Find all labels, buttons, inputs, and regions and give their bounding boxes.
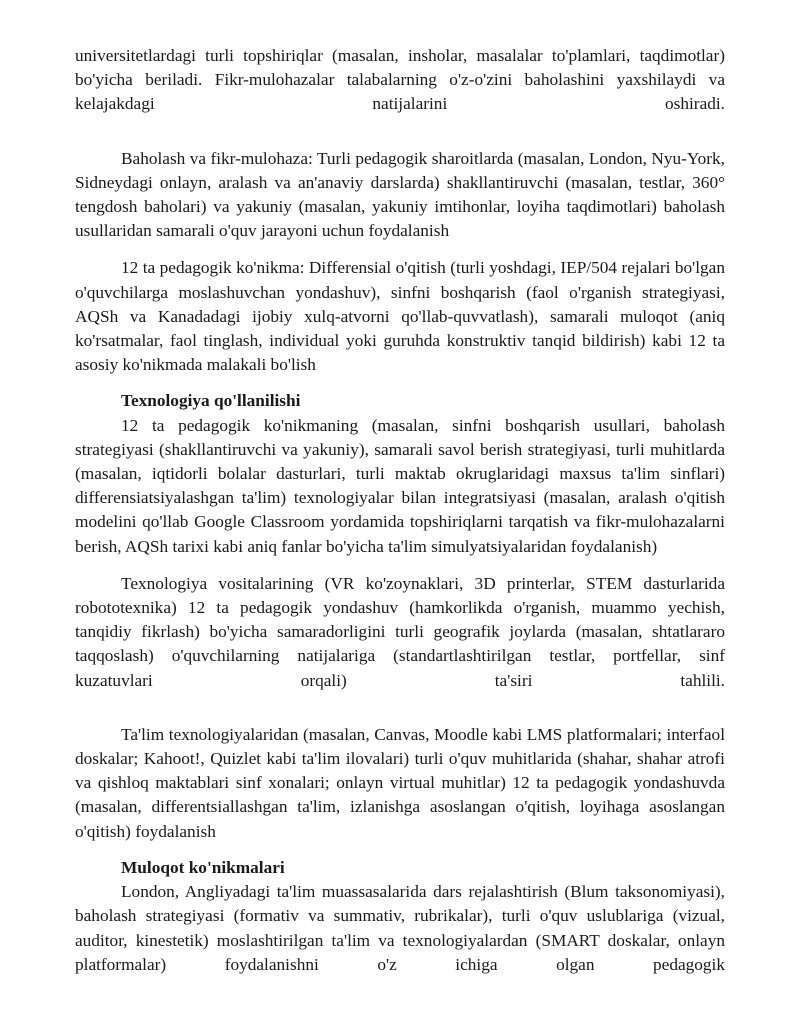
heading-technology-use: Texnologiya qo'llanilishi	[121, 391, 301, 411]
paragraph-continuation: universitetlardagi turli topshiriqlar (masalan, insholar, masalalar to'plamlari, taqdimotlar) bo'yicha beriladi. Fikr-mulohazalar talabalarning o'z-o'zini baholashini yaxshilaydi va kelajakdagi natijalarini oshiradi.	[75, 46, 725, 114]
paragraph-edtech-usage: Ta'lim texnologiyalaridan (masalan, Canvas, Moodle kabi LMS platformalari; interfaol doskalar; Kahoot!, Quizlet kabi ta'lim ilovalari) turli o'quv muhitlarida (shahar, shahar atrofi va qishloq maktablari sinf xonalari; onlayn virtual muhitlar) 12 ta pedagogik yondashuvda (masalan, differentsiallashgan ta'lim, izlanishga asoslangan o'qitish, loyihaga asoslangan o'qitish) foydalanish	[75, 724, 725, 841]
paragraph-london-institutions: London, Angliyadagi ta'lim muassasalarida dars rejalashtirish (Blum taksonomiyasi), baholash strategiyasi (formativ va summativ, rubrikalar), turli o'quv uslublariga (vizual, auditor, kinestetik) moslashtirilgan ta'lim va texnologiyalardan (SMART doskalar, onlayn platformalar) foydalanishni o'z ichiga olgan pedagogik	[75, 882, 725, 974]
paragraph-pedagogical-skills: 12 ta pedagogik ko'nikma: Differensial o'qitish (turli yoshdagi, IEP/504 rejalari bo'lgan o'quvchilarga moslashuvchan yondashuv), sinfni boshqarish (faol o'rganish strategiyasi, AQSh va Kanadadagi ijobiy xulq-atvorni qo'llab-quvvatlash), samarali muloqot (aniq ko'rsatmalar, faol tinglash, individual yoki guruhda konstruktiv tanqid bildirish) kabi 12 ta asosiy ko'nikmada malakali bo'lish	[75, 258, 725, 375]
paragraph-skills-integration: 12 ta pedagogik ko'nikmaning (masalan, sinfni boshqarish usullari, baholash strategiyasi (shakllantiruvchi va yakuniy), samarali savol berish strategiyasi, turli muhitlarda (masalan, iqtidorli bolalar dasturlari, turli maktab okruglaridagi maxsus ta'lim sinflari) differensiatsiyalashgan ta'lim) texnologiyalar bilan integratsiyasi (masalan, aralash o'qitish modelini qo'llab Google Classroom yordamida topshiriqlarni tarqatish va fikr-mulohazalarni berish, AQSh tarixi kabi aniq fanlar bo'yicha ta'lim simulyatsiyalaridan foydalanish)	[75, 415, 725, 556]
paragraph-technology-tools: Texnologiya vositalarining (VR ko'zoynaklari, 3D printerlar, STEM dasturlarida robototexnika) 12 ta pedagogik yondashuv (hamkorlikda o'rganish, muammo yechish, tanqidiy fikrlash) bo'yicha samaradorligini turli geografik joylarda (masalan, shtatlararo taqqoslash) o'quvchilarning natijalariga (standartlashtirilgan testlar, portfellar, sinf kuzatuvlari orqali) ta'siri tahlili.	[75, 573, 725, 690]
document-page	[75, 44, 725, 977]
heading-communication-skills: Muloqot ko'nikmalari	[121, 857, 285, 877]
paragraph-assessment-feedback: Baholash va fikr-mulohaza: Turli pedagogik sharoitlarda (masalan, London, Nyu-York, Sidneydagi onlayn, aralash va an'anaviy darslarda) shakllantiruvchi (masalan, testlar, 360° tengdosh baholari) va yakuniy (masalan, yakuniy imtihonlar, loyiha taqdimotlari) baholash usullaridan samarali o'quv jarayoni uchun foydalanish	[75, 148, 725, 241]
